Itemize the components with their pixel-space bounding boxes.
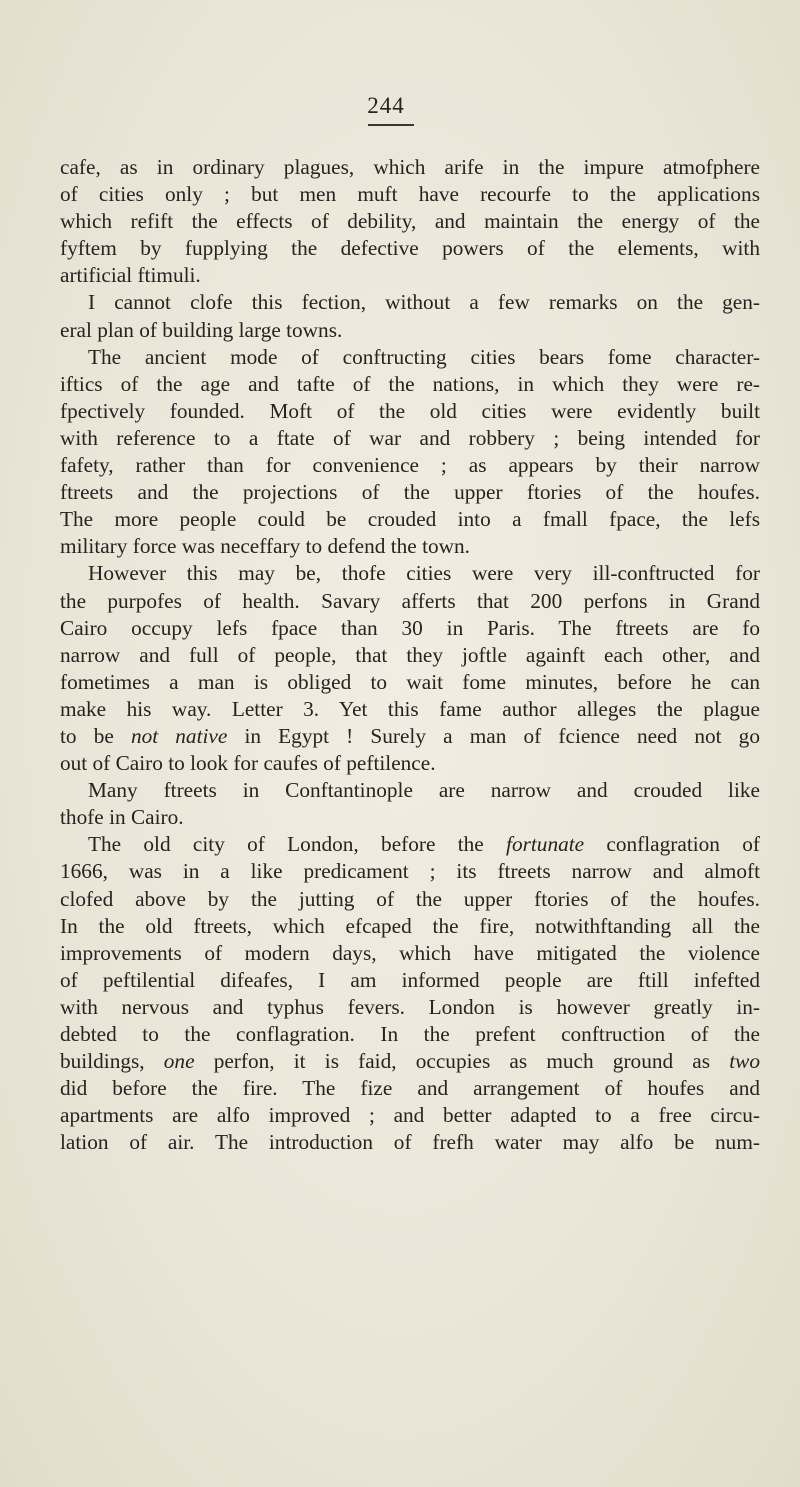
text-line: with reference to a ftate of war and robbery ; being intended for [60, 425, 760, 450]
page-number: 244 [367, 93, 405, 118]
text-line: narrow and full of people, that they joftle againft each other, and [60, 642, 760, 667]
text-line: lation of air. The introduction of frefh water may alfo be num- [60, 1130, 760, 1155]
text-line: which refift the effects of debility, and maintain the energy of the [60, 209, 760, 234]
text-line: with nervous and typhus fevers. London is however greatly in- [60, 994, 760, 1019]
text-line: military force was neceffary to defend the town. [60, 534, 470, 559]
text-line: apartments are alfo improved ; and better adapted to a free circu- [60, 1103, 760, 1128]
text-line: fafety, rather than for convenience ; as appears by their narrow [60, 453, 760, 478]
text-line: to be not native in Egypt ! Surely a man of fcience need not go [60, 723, 760, 748]
text-line: The ancient mode of conftructing cities bears fome character- [88, 344, 760, 369]
italic-text: not native [130, 723, 228, 748]
text-line: However this may be, thofe cities were very ill-conftructed for [88, 561, 760, 586]
text-line: The old city of London, before the fortunate conflagration of [88, 832, 760, 857]
italic-text: two [729, 1049, 760, 1074]
header-rule [368, 124, 414, 126]
text-line: ftreets and the projections of the upper ftories of the houfes. [60, 480, 760, 505]
text-line: eral plan of building large towns. [60, 317, 343, 342]
text-line: debted to the conflagration. In the prefent conftruction of the [60, 1022, 760, 1046]
text-line: of cities only ; but men muft have recourfe to the applications [60, 182, 760, 207]
text-line: thofe in Cairo. [60, 805, 184, 830]
text-line: the purpofes of health. Savary afferts that 200 perfons in Grand [60, 588, 760, 613]
text-line: Many ftreets in Conftantinople are narrow and crouded like [88, 778, 760, 803]
body-text [60, 154, 760, 1156]
text-line: out of Cairo to look for caufes of peftilence. [60, 751, 436, 776]
text-line: fpectively founded. Moft of the old cities were evidently built [60, 398, 760, 423]
text-line: fyftem by fupplying the defective powers of the elements, with [60, 236, 760, 261]
text-line: The more people could be crouded into a fmall fpace, the lefs [60, 507, 760, 532]
text-line: clofed above by the jutting of the upper ftories of the houfes. [60, 886, 760, 911]
text-line: 1666, was in a like predicament ; its ftreets narrow and almoft [60, 859, 760, 884]
text-line: buildings, one perfon, it is faid, occupies as much ground as two [60, 1049, 760, 1074]
text-line: iftics of the age and tafte of the nations, in which they were re- [60, 371, 760, 396]
text-line: improvements of modern days, which have mitigated the violence [60, 940, 760, 965]
text-line: I cannot clofe this fection, without a few remarks on the gen- [88, 290, 760, 315]
text-line: artificial ftimuli. [60, 263, 201, 288]
text-line: did before the fire. The fize and arrangement of houfes and [60, 1076, 760, 1101]
text-line: Cairo occupy lefs fpace than 30 in Paris. The ftreets are fo [60, 615, 760, 640]
italic-text: fortunate [506, 832, 585, 857]
text-line: fometimes a man is obliged to wait fome minutes, before he can [60, 669, 760, 694]
text-line: cafe, as in ordinary plagues, which arife in the impure atmofphere [60, 155, 760, 179]
text-line: make his way. Letter 3. Yet this fame author alleges the plague [60, 696, 760, 721]
text-line: In the old ftreets, which efcaped the fire, notwithftanding all the [60, 913, 760, 938]
italic-text: one [163, 1049, 195, 1074]
text-line: of peftilential difeafes, I am informed people are ftill infefted [60, 967, 760, 992]
